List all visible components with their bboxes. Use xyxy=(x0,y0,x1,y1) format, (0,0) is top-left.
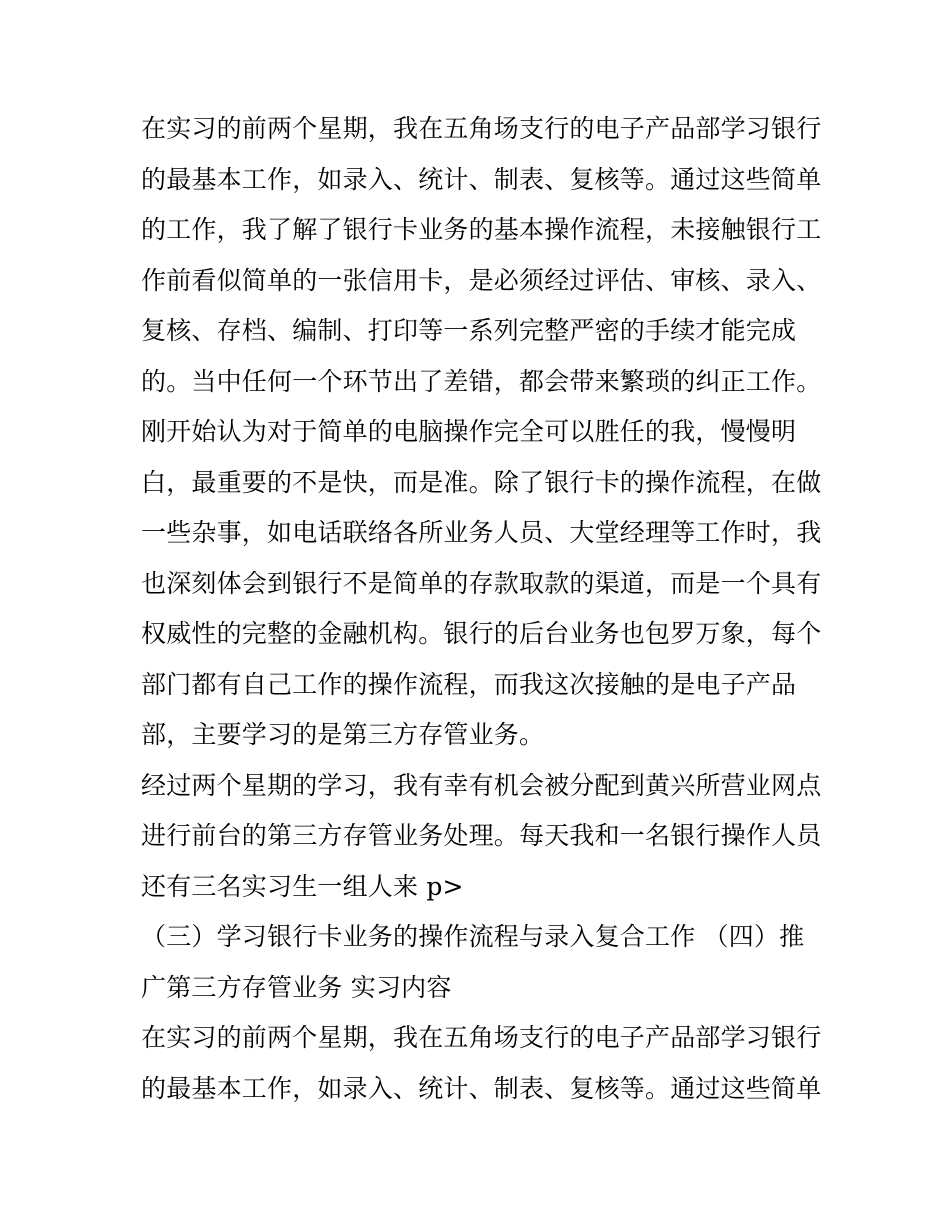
text-line: 复核、存档、编制、打印等一系列完整严密的手续才能完成 xyxy=(141,316,797,345)
section-heading-line: 广第三方存管业务 实习内容 xyxy=(141,972,452,1002)
text-line: 在实习的前两个星期，我在五角场支行的电子产品部学习银行 xyxy=(141,1023,822,1052)
text-line: 经过两个星期的学习，我有幸有机会被分配到黄兴所营业网点 xyxy=(141,770,822,800)
text-line: 白，最重要的不是快，而是准。除了银行卡的操作流程，在做 xyxy=(141,467,822,497)
text-line: 的。当中任何一个环节出了差错，都会带来繁琐的纠正工作。 xyxy=(141,366,822,396)
text-line: 也深刻体会到银行不是简单的存款取款的渠道，而是一个具有 xyxy=(141,568,822,598)
text-line: 部门都有自己工作的操作流程，而我这次接触的是电子产品 xyxy=(141,669,797,699)
text-line: 在实习的前两个星期，我在五角场支行的电子产品部学习银行 xyxy=(141,114,822,143)
text-line: 还有三名实习生一组人来 p> xyxy=(141,871,464,901)
section-heading-line: （三）学习银行卡业务的操作流程与录入复合工作 （四）推 xyxy=(141,922,805,951)
text-line: 的最基本工作，如录入、统计、制表、复核等。通过这些简单 xyxy=(141,1073,822,1103)
text-line: 作前看似简单的一张信用卡，是必须经过评估、审核、录入、 xyxy=(141,265,822,295)
text-line: 一些杂事，如电话联络各所业务人员、大堂经理等工作时，我 xyxy=(141,518,822,547)
text-line: 进行前台的第三方存管业务处理。每天我和一名银行操作人员 xyxy=(141,821,822,850)
text-line: 刚开始认为对于简单的电脑操作完全可以胜任的我，慢慢明 xyxy=(141,417,797,446)
text-line: 权威性的完整的金融机构。银行的后台业务也包罗万象，每个 xyxy=(141,619,822,648)
text-line: 部，主要学习的是第三方存管业务。 xyxy=(141,720,545,749)
text-line: 的工作，我了解了银行卡业务的基本操作流程，未接触银行工 xyxy=(141,215,822,244)
body-text xyxy=(141,109,821,1119)
text-line: 的最基本工作，如录入、统计、制表、复核等。通过这些简单 xyxy=(141,164,822,194)
